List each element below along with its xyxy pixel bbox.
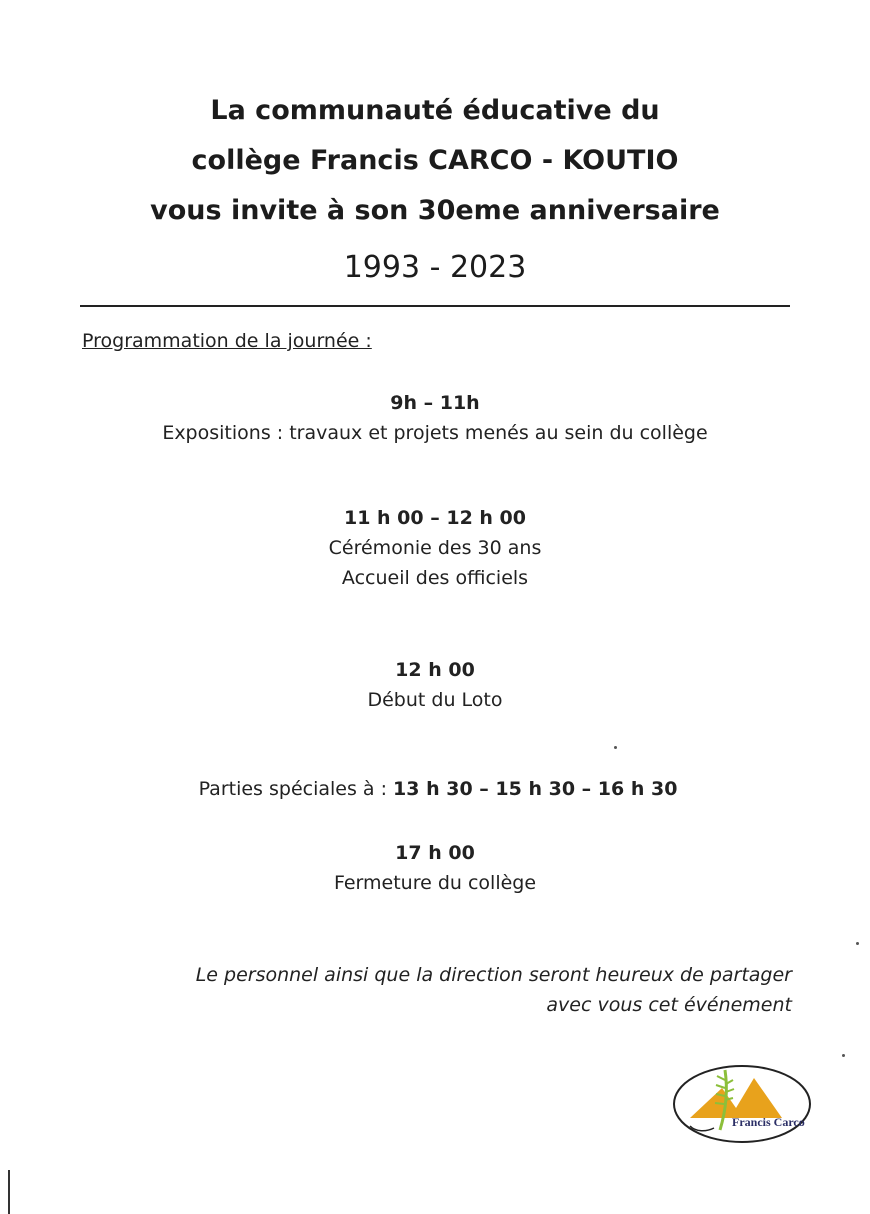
scan-speck [856,942,859,945]
scan-speck [614,746,617,749]
special-games [0,778,870,800]
closing-message [196,960,792,1020]
scan-margin-mark [8,1170,10,1214]
title-line-1: La communauté éducative du [210,95,660,126]
invitation-title [0,86,870,236]
special-times: 13 h 30 – 15 h 30 – 16 h 30 [393,778,678,800]
end-description: Fermeture du collège [333,872,537,894]
slot-description: Cérémonie des 30 ans [328,537,542,559]
title-line-3: vous invite à son 30eme anniversaire [150,195,720,226]
scan-speck [842,1054,845,1057]
slot-description: Début du Loto [367,689,503,711]
title-line-2: collège Francis CARCO - KOUTIO [191,145,679,176]
slot-description: Accueil des officiels [341,567,529,589]
program-slot-3 [0,655,870,715]
end-time: 17 h 00 [395,842,475,864]
program-slot-1 [0,388,870,448]
closing-line-2: avec vous cet événement [546,994,792,1016]
closing-line-1: Le personnel ainsi que la direction seront heureux de partager [195,964,792,986]
slot-time: 9h – 11h [390,392,480,414]
slot-description: Expositions : travaux et projets menés au sein du collège [162,422,708,444]
logo-sail-shape [690,1078,782,1118]
divider [80,305,790,307]
program-end [0,838,870,898]
logo-text: Francis Carco [732,1115,805,1129]
college-logo [670,1060,820,1145]
program-slot-2 [0,503,870,593]
anniversary-years: 1993 - 2023 [343,250,527,285]
special-label: Parties spéciales à : [198,778,394,800]
program-heading: Programmation de la journée : [82,330,372,352]
slot-time: 12 h 00 [395,659,475,681]
slot-time: 11 h 00 – 12 h 00 [343,507,526,529]
